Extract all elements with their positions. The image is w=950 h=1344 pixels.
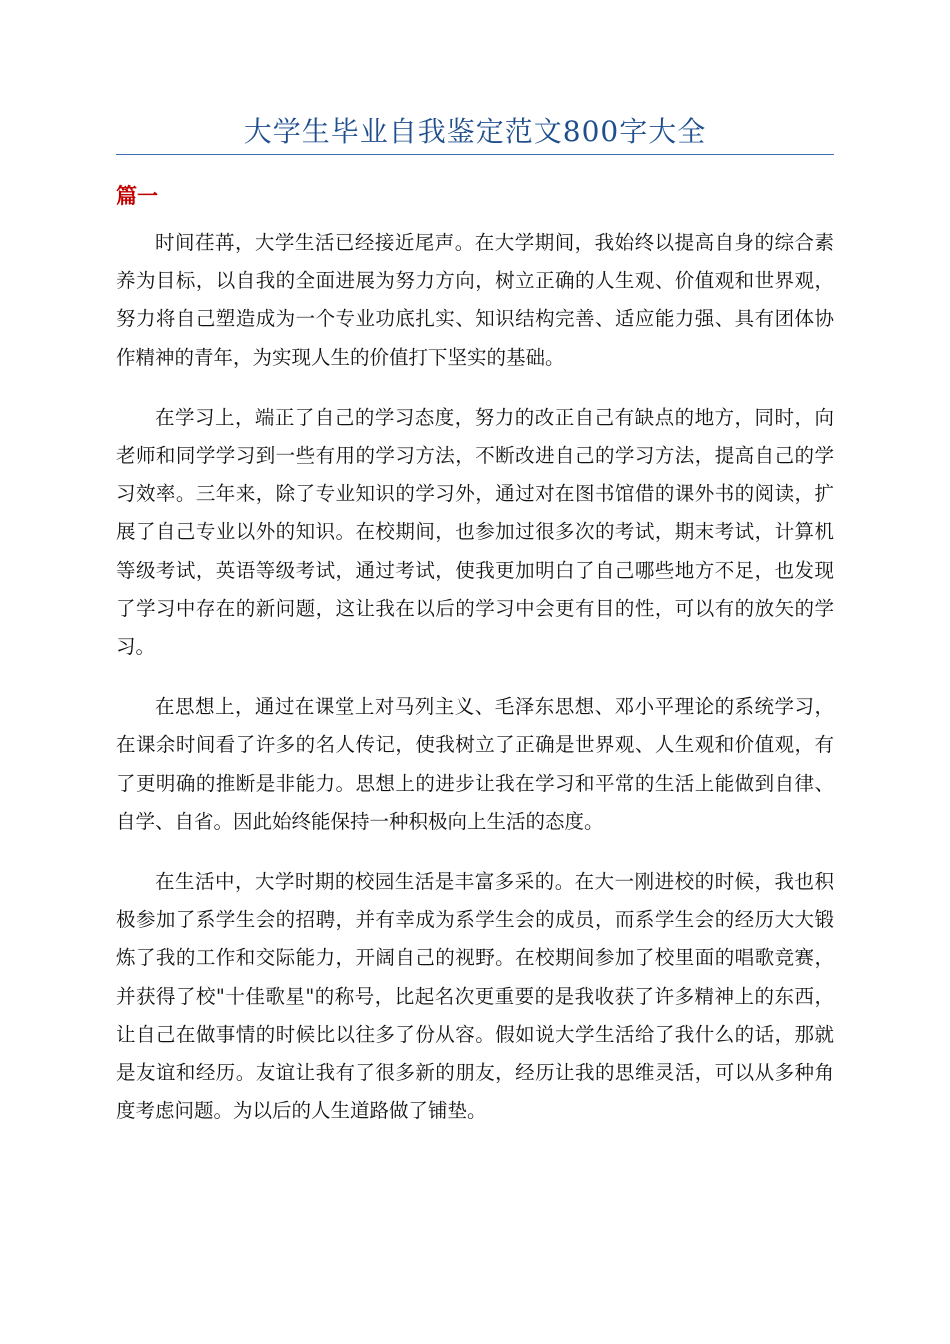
title-underline (116, 154, 834, 155)
paragraph-2: 在学习上，端正了自己的学习态度，努力的改正自己有缺点的地方，同时，向老师和同学学习到一些有用的学习方法，不断改进自己的学习方法，提高自己的学习效率。三年来，除了专业知识的学习外，通过对在图书馆借的课外书的阅读，扩展了自己专业以外的知识。在校期间，也参加过很多次的考试，期末考试，计算机等级考试，英语等级考试，通过考试，使我更加明白了自己哪些地方不足，也发现了学习中存在的新问题，这让我在以后的学习中会更有目的性，可以有的放矢的学习。 (116, 405, 834, 659)
section-heading: 篇一 (116, 184, 158, 208)
document-title: 大学生毕业自我鉴定范文800字大全 (243, 115, 707, 148)
paragraph-1: 时间荏苒，大学生活已经接近尾声。在大学期间，我始终以提高自身的综合素养为目标，以自我的全面进展为努力方向，树立正确的人生观、价值观和世界观，努力将自己塑造成为一个专业功底扎实、知识结构完善、适应能力强、具有团体协作精神的青年，为实现人生的价值打下坚实的基础。 (116, 231, 834, 369)
paragraph-4: 在生活中，大学时期的校园生活是丰富多采的。在大一刚进校的时候，我也积极参加了系学生会的招聘，并有幸成为系学生会的成员，而系学生会的经历大大锻炼了我的工作和交际能力，开阔自己的视野。在校期间参加了校里面的唱歌竞赛，并获得了校"十佳歌星"的称号，比起名次更重要的是我收获了许多精神上的东西，让自己在做事情的时候比以往多了份从容。假如说大学生活给了我什么的话，那就是友谊和经历。友谊让我有了很多新的朋友，经历让我的思维灵活，可以从多种角度考虑问题。为以后的人生道路做了铺垫。 (116, 870, 834, 1123)
paragraph-3: 在思想上，通过在课堂上对马列主义、毛泽东思想、邓小平理论的系统学习，在课余时间看了许多的名人传记，使我树立了正确是世界观、人生观和价值观，有了更明确的推断是非能力。思想上的进步让我在学习和平常的生活上能做到自律、自学、自省。因此始终能保持一种积极向上生活的态度。 (116, 695, 834, 833)
document-body (116, 224, 834, 1152)
